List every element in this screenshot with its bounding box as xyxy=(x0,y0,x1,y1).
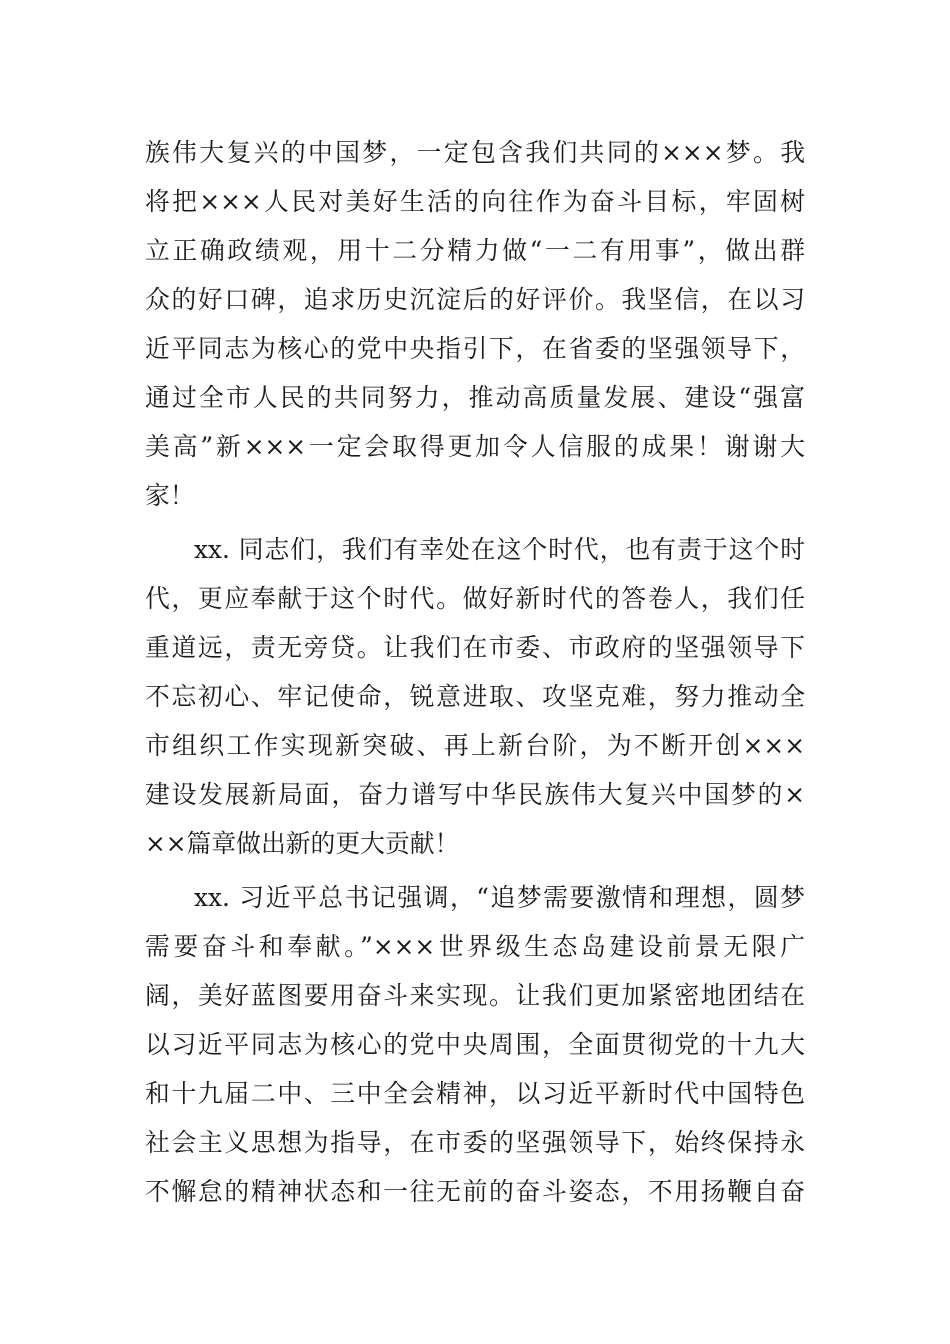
text-line: 众的好口碑，追求历史沉淀后的好评价。我坚信，在以习 xyxy=(145,285,805,314)
text-line: 和十九届二中、三中全会精神，以习近平新时代中国特色 xyxy=(145,1079,805,1108)
text-line: 社会主义思想为指导，在市委的坚强领导下，始终保持永 xyxy=(145,1128,805,1157)
text-line: 近平同志为核心的党中央指引下，在省委的坚强领导下， xyxy=(145,334,805,363)
text-line: 代，更应奉献于这个时代。做好新时代的答卷人，我们任 xyxy=(145,584,805,613)
text-line: 不忘初心、牢记使命，锐意进取、攻坚克难，努力推动全 xyxy=(145,682,805,711)
text-line: 阔，美好蓝图要用奋斗来实现。让我们更加紧密地团结在 xyxy=(145,981,805,1010)
text-line: 市组织工作实现新突破、再上新台阶，为不断开创××× xyxy=(145,731,805,760)
text-line: 立正确政绩观，用十二分精力做“一二有用事”，做出群 xyxy=(145,236,805,265)
text-line: 不懈怠的精神状态和一往无前的奋斗姿态，不用扬鞭自奋 xyxy=(145,1177,805,1206)
paragraph-first-line: xx. 习近平总书记强调，“追梦需要激情和理想，圆梦 xyxy=(194,883,805,912)
text-line: 家！ xyxy=(145,481,195,510)
text-line: ××篇章做出新的更大贡献！ xyxy=(145,829,460,858)
text-line: 美高”新×××一定会取得更加令人信服的成果！谢谢大 xyxy=(145,432,805,461)
text-line: 重道远，责无旁贷。让我们在市委、市政府的坚强领导下 xyxy=(145,633,805,662)
text-line: 通过全市人民的共同努力，推动高质量发展、建设“强富 xyxy=(145,383,805,412)
text-line: 族伟大复兴的中国梦，一定包含我们共同的×××梦。我 xyxy=(145,138,805,167)
text-line: 需要奋斗和奉献。”×××世界级生态岛建设前景无限广 xyxy=(145,932,805,961)
text-line: 将把×××人民对美好生活的向往作为奋斗目标，牢固树 xyxy=(145,187,805,216)
text-line: 建设发展新局面，奋力谱写中华民族伟大复兴中国梦的× xyxy=(145,780,805,809)
paragraph-first-line: xx. 同志们，我们有幸处在这个时代，也有责于这个时 xyxy=(194,535,805,564)
text-line: 以习近平同志为核心的党中央周围，全面贯彻党的十九大 xyxy=(145,1030,805,1059)
